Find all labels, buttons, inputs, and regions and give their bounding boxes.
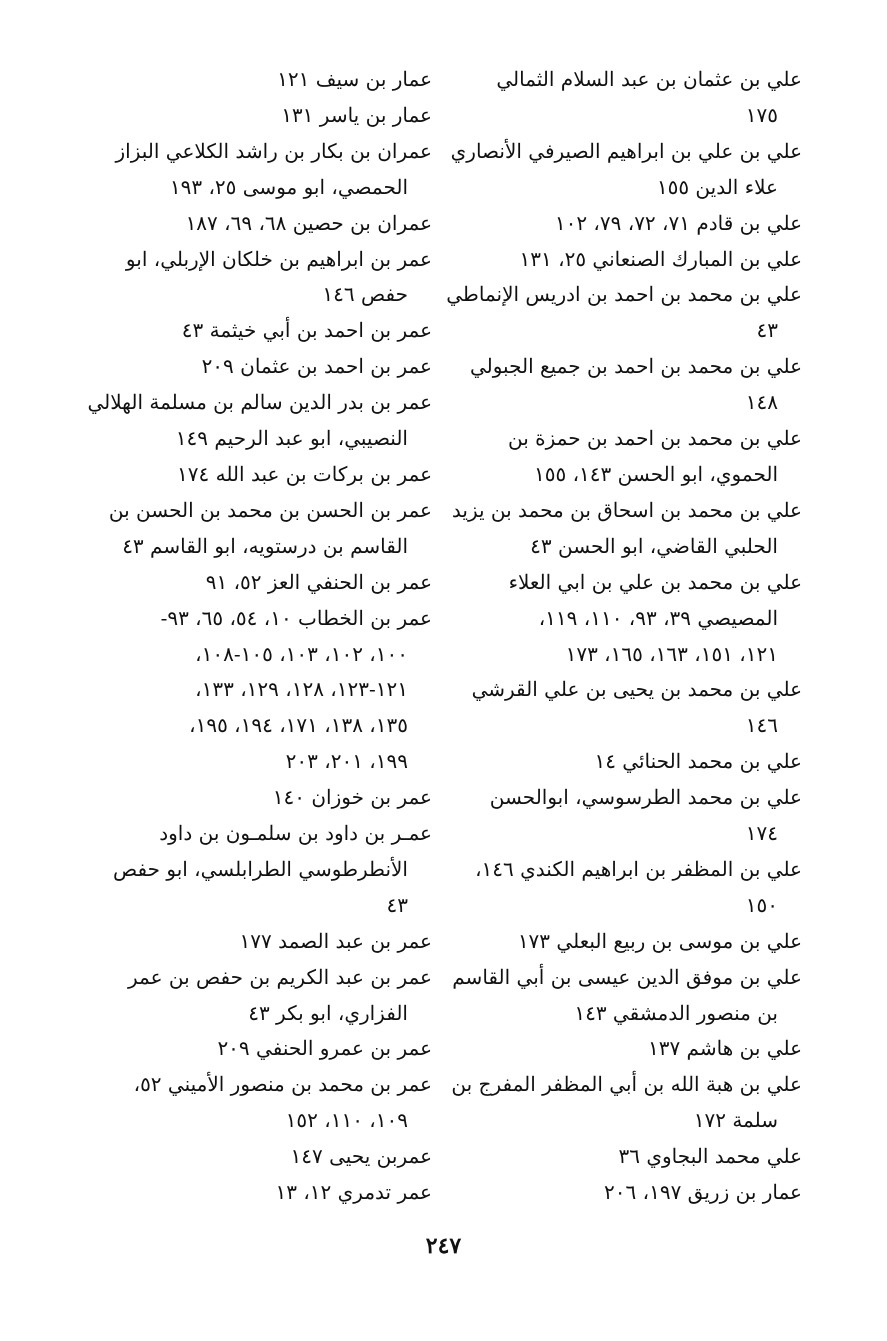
index-entry: علي بن المبارك الصنعاني ٢٥، ١٣١ <box>519 246 802 271</box>
index-entry-continuation: القاسم بن درستويه، ابو القاسم ٤٣ <box>122 533 408 558</box>
index-entry: علي بن المظفر بن ابراهيم الكندي ١٤٦، <box>475 856 802 881</box>
index-entry-continuation: ١٠٠، ١٠٢، ١٠٣، ١٠٥-١٠٨، <box>195 641 408 666</box>
index-entry: علي بن موسى بن ربيع البعلي ١٧٣ <box>517 928 802 953</box>
index-entry-continuation: ١٧٥ <box>745 102 778 127</box>
index-entry: عمر بن الحنفي العز ٥٢، ٩١ <box>205 569 432 594</box>
index-entry: عمر بن احمد بن عثمان ٢٠٩ <box>201 354 432 379</box>
index-entry: علي بن محمد بن اسحاق بن محمد بن يزيد <box>451 497 802 522</box>
index-entry-continuation: حفص ١٤٦ <box>322 282 408 307</box>
index-entry: عمر بن الحسن بن محمد بن الحسن بن <box>108 497 432 522</box>
index-entry: عمار بن زريق ١٩٧، ٢٠٦ <box>604 1180 802 1205</box>
index-entry: علي بن هبة الله بن أبي المظفر المفرج بن <box>451 1072 802 1097</box>
index-entry: عمار بن سيف ١٢١ <box>277 67 432 91</box>
index-entry-continuation: الفزاري، ابو بكر ٤٣ <box>248 1000 408 1025</box>
index-entry: عمار بن ياسر ١٣١ <box>281 102 432 127</box>
index-entry-continuation: ١٢١-١٢٣، ١٢٨، ١٢٩، ١٣٣، <box>195 677 408 702</box>
index-entry-continuation: علاء الدين ١٥٥ <box>656 174 778 199</box>
index-entry-continuation: الحمصي، ابو موسى ٢٥، ١٩٣ <box>169 174 408 199</box>
index-entry: عمر بن الخطاب ١٠، ٥٤، ٦٥، ٩٣- <box>160 605 432 630</box>
index-entry-continuation: ١٢١، ١٥١، ١٦٣، ١٦٥، ١٧٣ <box>565 641 778 666</box>
index-entry: عمر تدمري ١٢، ١٣ <box>275 1180 432 1205</box>
index-entry: عمر بن ابراهيم بن خلكان الإربلي، ابو <box>125 246 432 271</box>
index-entry: علي بن محمد بن علي بن ابي العلاء <box>508 569 802 594</box>
index-entry: عمربن يحيى ١٤٧ <box>290 1144 432 1169</box>
index-entry-continuation: سلمة ١٧٢ <box>693 1108 778 1133</box>
right-column <box>446 62 802 1211</box>
index-entry-continuation: ١٤٦ <box>745 713 778 738</box>
index-entry-continuation: ١٩٩، ٢٠١، ٢٠٣ <box>285 749 408 774</box>
index-entry-continuation: ١٤٨ <box>745 390 778 415</box>
index-entry: عمر بن احمد بن أبي خيثمة ٤٣ <box>181 318 432 343</box>
index-entry: علي بن قادم ٧١، ٧٢، ٧٩، ١٠٢ <box>554 210 802 235</box>
index-entry-continuation: الحموي، ابو الحسن ١٤٣، ١٥٥ <box>534 461 778 486</box>
left-column <box>80 62 432 1211</box>
index-entry-continuation: الأنطرطوسي الطرابلسي، ابو حفص <box>113 856 408 881</box>
index-entry-continuation: ٤٣ <box>756 318 778 343</box>
index-entry-continuation: النصيبي، ابو عبد الرحيم ١٤٩ <box>175 426 408 451</box>
index-entry: علي بن محمد الطرسوسي، ابوالحسن <box>489 785 802 810</box>
index-entry: عمر بن عبد الصمد ١٧٧ <box>239 928 432 953</box>
index-entry: عمران بن بكار بن راشد الكلاعي البزاز <box>115 138 432 163</box>
index-entry-continuation: بن منصور الدمشقي ١٤٣ <box>574 1000 778 1025</box>
index-entry-continuation: ١٣٥، ١٣٨، ١٧١، ١٩٤، ١٩٥، <box>189 713 408 738</box>
index-entry: علي بن محمد بن احمد بن ادريس الإنماطي <box>446 282 802 307</box>
index-entry: عمر بن بدر الدين سالم بن مسلمة الهلالي <box>87 390 432 415</box>
index-entry: عمر بن عمرو الحنفي ٢٠٩ <box>217 1036 432 1061</box>
index-entry-continuation: الحلبي القاضي، ابو الحسن ٤٣ <box>530 533 778 558</box>
index-entry: علي بن محمد بن يحيى بن علي القرشي <box>471 677 802 702</box>
index-entry: عمران بن حصين ٦٨، ٦٩، ١٨٧ <box>185 210 432 235</box>
index-entry-continuation: ٤٣ <box>386 892 408 917</box>
index-entry-continuation: ١٠٩، ١١٠، ١٥٢ <box>285 1108 408 1133</box>
index-entry: علي بن عثمان بن عبد السلام الثمالي <box>496 67 802 91</box>
index-entry: عمر بن عبد الكريم بن حفص بن عمر <box>128 964 432 989</box>
index-entry: عمر بن بركات بن عبد الله ١٧٤ <box>177 461 432 486</box>
index-entry: علي محمد البجاوي ٣٦ <box>618 1144 802 1169</box>
index-entry-continuation: ١٥٠ <box>745 892 778 917</box>
index-entry: علي بن علي بن ابراهيم الصيرفي الأنصاري <box>450 138 802 163</box>
index-entry-continuation: ١٧٤ <box>745 821 778 846</box>
index-entry-continuation: المصيصي ٣٩، ٩٣، ١١٠، ١١٩، <box>538 605 778 630</box>
page-number: ٢٤٧ <box>425 1233 462 1259</box>
index-entry: عمر بن محمد بن منصور الأميني ٥٢، <box>133 1072 432 1097</box>
index-entry: علي بن محمد الحنائي ١٤ <box>594 749 802 774</box>
index-entry: عمر بن خوزان ١٤٠ <box>272 785 432 810</box>
index-entry: علي بن محمد بن احمد بن حمزة بن <box>508 426 802 451</box>
index-entry: علي بن محمد بن احمد بن جميع الجبولي <box>469 354 802 379</box>
index-entry: علي بن هاشم ١٣٧ <box>647 1036 802 1061</box>
index-entry: علي بن موفق الدين عيسى بن أبي القاسم <box>452 964 802 989</box>
index-entry: عمـر بن داود بن سلمـون بن داود <box>159 821 432 846</box>
